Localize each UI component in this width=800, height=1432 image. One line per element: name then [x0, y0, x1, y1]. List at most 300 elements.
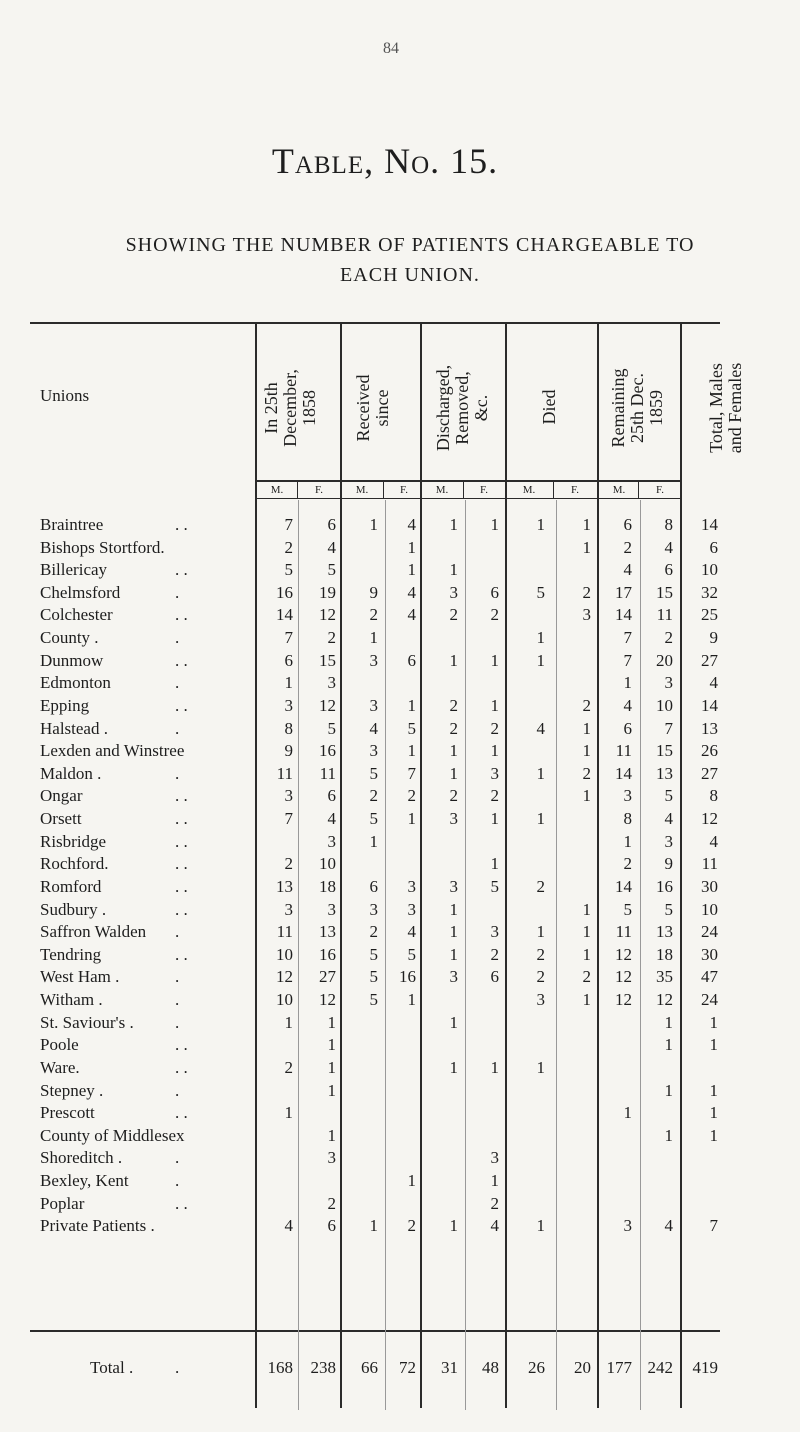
table-cell: 2	[490, 945, 499, 964]
leader-dots: .	[175, 990, 180, 1009]
table-row	[0, 605, 800, 627]
table-row	[0, 628, 800, 650]
table-row	[0, 1035, 800, 1057]
table-cell: 2	[369, 605, 378, 624]
table-cell: 5	[369, 764, 378, 783]
table-cell: 8	[709, 786, 718, 805]
table-cell: 1	[582, 515, 591, 534]
table-cell: 12	[319, 605, 336, 624]
table-cell: 1	[449, 560, 458, 579]
table-cell: 1	[369, 628, 378, 647]
table-cell: 1	[327, 1035, 336, 1054]
table-title: Table, No. 15.	[271, 141, 499, 181]
table-cell: 18	[656, 945, 673, 964]
table-cell: 5	[664, 900, 673, 919]
subheader-m: M.	[270, 484, 284, 496]
union-name: Dunmow	[40, 651, 104, 670]
table-cell: 3	[490, 922, 499, 941]
table-cell: 1	[490, 741, 499, 760]
leader-dots: .	[175, 673, 180, 692]
table-cell: 11	[319, 764, 336, 783]
table-cell: 1	[449, 1216, 458, 1235]
table-cell: 15	[656, 741, 673, 760]
table-cell: 2	[327, 1194, 336, 1213]
union-name: Ware.	[40, 1058, 80, 1077]
table-cell: 14	[701, 696, 718, 715]
table-cell: 8	[664, 515, 673, 534]
subtitle-line-1: SHOWING THE NUMBER OF PATIENTS CHARGEABLE TO	[125, 234, 695, 256]
table-cell: 7	[284, 809, 293, 828]
table-cell: 1	[536, 809, 545, 828]
leader-dots: . .	[175, 1058, 188, 1077]
table-cell: 2	[490, 605, 499, 624]
table-cell: 10	[701, 900, 718, 919]
union-name: Bexley, Kent	[40, 1171, 129, 1190]
table-cell: 2	[449, 605, 458, 624]
table-cell: 2	[284, 854, 293, 873]
table-cell: 27	[701, 651, 718, 670]
table-row	[0, 786, 800, 808]
header-in-25th-december: In 25th December, 1858	[261, 369, 319, 447]
table-cell: 9	[709, 628, 718, 647]
table-cell: 17	[615, 583, 632, 602]
table-cell: 2	[284, 1058, 293, 1077]
table-cell: 1	[623, 673, 632, 692]
table-cell: 1	[582, 741, 591, 760]
table-cell: 16	[399, 967, 416, 986]
subheader-m: M.	[355, 484, 369, 496]
leader-dots: . .	[175, 877, 188, 896]
table-cell: 4	[623, 560, 632, 579]
header-unions: Unions	[40, 386, 90, 405]
table-cell: 1	[284, 1013, 293, 1032]
leader-dots: .	[175, 583, 180, 602]
table-cell: 10	[701, 560, 718, 579]
subtitle-line-2: EACH UNION.	[340, 264, 480, 286]
table-cell: 11	[276, 764, 293, 783]
table-cell: 27	[701, 764, 718, 783]
table-cell: 24	[701, 990, 718, 1009]
table-cell: 8	[623, 809, 632, 828]
table-cell: 168	[267, 1358, 293, 1377]
leader-dots: . .	[175, 651, 188, 670]
table-cell: 3	[449, 877, 458, 896]
table-cell: 14	[701, 515, 718, 534]
table-row	[0, 515, 800, 537]
table-cell: 11	[615, 741, 632, 760]
table-cell: 66	[361, 1358, 378, 1377]
table-cell: 30	[701, 945, 718, 964]
table-cell: 26	[701, 741, 718, 760]
union-name: Ongar	[40, 786, 83, 805]
table-cell: 5	[407, 945, 416, 964]
subheader-f: F.	[400, 484, 408, 496]
leader-dots: . .	[175, 1035, 188, 1054]
table-cell: 1	[449, 1013, 458, 1032]
table-cell: 2	[664, 628, 673, 647]
table-cell: 14	[615, 877, 632, 896]
table-row	[0, 719, 800, 741]
total-row	[0, 1358, 800, 1380]
table-cell: 20	[574, 1358, 591, 1377]
table-cell: 5	[369, 967, 378, 986]
leader-dots: .	[175, 1013, 180, 1032]
table-cell: 12	[319, 990, 336, 1009]
union-name: County .	[40, 628, 99, 647]
table-cell: 1	[449, 1058, 458, 1077]
header-died: Died	[539, 389, 559, 425]
table-cell: 5	[490, 877, 499, 896]
union-name: Poplar	[40, 1194, 85, 1213]
table-row	[0, 538, 800, 560]
table-cell: 10	[276, 945, 293, 964]
table-cell: 2	[623, 854, 632, 873]
union-name: West Ham .	[40, 967, 120, 986]
table-cell: 1	[582, 990, 591, 1009]
table-cell: 5	[407, 719, 416, 738]
table-cell: 10	[319, 854, 336, 873]
table-cell: 1	[709, 1126, 718, 1145]
table-cell: 4	[664, 1216, 673, 1235]
table-cell: 2	[582, 696, 591, 715]
leader-dots: .	[175, 1358, 180, 1377]
table-row	[0, 922, 800, 944]
table-cell: 10	[656, 696, 673, 715]
table-row	[0, 651, 800, 673]
table-cell: 1	[664, 1126, 673, 1145]
table-cell: 48	[482, 1358, 499, 1377]
leader-dots: .	[175, 967, 180, 986]
table-cell: 1	[449, 900, 458, 919]
table-cell: 1	[709, 1013, 718, 1032]
table-cell: 1	[582, 945, 591, 964]
table-cell: 7	[623, 628, 632, 647]
table-cell: 3	[449, 809, 458, 828]
table-cell: 16	[656, 877, 673, 896]
table-cell: 3	[582, 605, 591, 624]
union-name: Edmonton	[40, 673, 111, 692]
table-row	[0, 1126, 800, 1148]
leader-dots: .	[175, 922, 180, 941]
table-cell: 1	[536, 1058, 545, 1077]
table-cell: 12	[615, 967, 632, 986]
table-cell: 30	[701, 877, 718, 896]
table-cell: 4	[664, 809, 673, 828]
table-cell: 6	[327, 515, 336, 534]
table-cell: 2	[536, 967, 545, 986]
union-name: Shoreditch .	[40, 1148, 123, 1167]
table-cell: 5	[369, 809, 378, 828]
table-cell: 5	[664, 786, 673, 805]
table-cell: 6	[664, 560, 673, 579]
table-cell: 1	[582, 719, 591, 738]
table-cell: 3	[623, 1216, 632, 1235]
table-cell: 4	[536, 719, 545, 738]
table-row	[0, 945, 800, 967]
table-cell: 419	[692, 1358, 718, 1377]
table-cell: 1	[369, 1216, 378, 1235]
table-cell: 3	[664, 673, 673, 692]
table-cell: 4	[407, 583, 416, 602]
table-row	[0, 1148, 800, 1170]
table-cell: 3	[407, 900, 416, 919]
table-cell: 3	[284, 696, 293, 715]
table-cell: 32	[701, 583, 718, 602]
table-cell: 1	[582, 786, 591, 805]
table-cell: 5	[369, 990, 378, 1009]
subheader-f: F.	[480, 484, 488, 496]
leader-dots: . .	[175, 945, 188, 964]
table-cell: 1	[369, 515, 378, 534]
table-cell: 2	[582, 583, 591, 602]
table-cell: 4	[327, 809, 336, 828]
leader-dots: .	[175, 628, 180, 647]
table-cell: 2	[407, 1216, 416, 1235]
table-cell: 4	[490, 1216, 499, 1235]
table-cell: 24	[701, 922, 718, 941]
table-cell: 15	[656, 583, 673, 602]
table-cell: 7	[407, 764, 416, 783]
table-cell: 2	[449, 696, 458, 715]
table-cell: 1	[449, 945, 458, 964]
table-cell: 1	[449, 651, 458, 670]
table-cell: 1	[407, 809, 416, 828]
union-name: Tendring	[40, 945, 102, 964]
table-cell: 11	[615, 922, 632, 941]
table-cell: 12	[276, 967, 293, 986]
table-cell: 3	[664, 832, 673, 851]
header-remaining: Remaining 25th Dec. 1859	[608, 368, 666, 448]
table-cell: 242	[647, 1358, 673, 1377]
table-cell: 6	[284, 651, 293, 670]
table-cell: 1	[490, 515, 499, 534]
union-name: St. Saviour's .	[40, 1013, 134, 1032]
table-cell: 14	[276, 605, 293, 624]
table-cell: 1	[536, 764, 545, 783]
leader-dots: .	[175, 1081, 180, 1100]
table-cell: 1	[490, 1058, 499, 1077]
table-cell: 20	[656, 651, 673, 670]
table-cell: 1	[490, 651, 499, 670]
table-cell: 3	[284, 786, 293, 805]
table-cell: 3	[327, 673, 336, 692]
table-row	[0, 560, 800, 582]
leader-dots: .	[175, 719, 180, 738]
table-row	[0, 900, 800, 922]
table-cell: 5	[284, 560, 293, 579]
subheader-f: F.	[656, 484, 664, 496]
table-row	[0, 1013, 800, 1035]
table-cell: 2	[536, 945, 545, 964]
union-name: Romford	[40, 877, 102, 896]
table-cell: 16	[319, 945, 336, 964]
table-cell: 6	[327, 786, 336, 805]
table-cell: 1	[536, 515, 545, 534]
table-cell: 3	[327, 900, 336, 919]
table-cell: 1	[369, 832, 378, 851]
table-cell: 2	[623, 538, 632, 557]
union-name: Stepney .	[40, 1081, 104, 1100]
table-cell: 13	[319, 922, 336, 941]
leader-dots: . .	[175, 605, 188, 624]
leader-dots: . .	[175, 786, 188, 805]
table-cell: 11	[656, 605, 673, 624]
table-cell: 2	[490, 786, 499, 805]
header-total: Total, Males and Females	[706, 362, 745, 454]
table-cell: 2	[369, 922, 378, 941]
table-cell: 1	[449, 741, 458, 760]
table-cell: 11	[701, 854, 718, 873]
table-cell: 3	[327, 832, 336, 851]
table-cell: 1	[664, 1035, 673, 1054]
table-cell: 9	[664, 854, 673, 873]
table-cell: 177	[606, 1358, 632, 1377]
table-cell: 7	[284, 628, 293, 647]
table-cell: 6	[369, 877, 378, 896]
header-received: Received since	[353, 374, 392, 442]
table-cell: 1	[327, 1126, 336, 1145]
table-cell: 1	[490, 809, 499, 828]
table-cell: 13	[656, 922, 673, 941]
table-cell: 47	[701, 967, 718, 986]
table-cell: 1	[709, 1035, 718, 1054]
union-name: County of Middlesex	[40, 1126, 185, 1145]
table-row	[0, 854, 800, 876]
union-name: Poole	[40, 1035, 79, 1054]
table-cell: 1	[536, 1216, 545, 1235]
table-row	[0, 877, 800, 899]
table-cell: 7	[664, 719, 673, 738]
table-cell: 12	[656, 990, 673, 1009]
table-cell: 2	[369, 786, 378, 805]
table-cell: 4	[284, 1216, 293, 1235]
table-cell: 3	[284, 900, 293, 919]
table-cell: 1	[449, 764, 458, 783]
table-cell: 25	[701, 605, 718, 624]
table-cell: 14	[615, 764, 632, 783]
table-cell: 1	[582, 900, 591, 919]
leader-dots: . .	[175, 1194, 188, 1213]
table-cell: 3	[369, 696, 378, 715]
table-cell: 12	[319, 696, 336, 715]
leader-dots: . .	[175, 854, 188, 873]
table-cell: 1	[327, 1013, 336, 1032]
leader-dots: . .	[175, 900, 188, 919]
table-cell: 3	[536, 990, 545, 1009]
table-cell: 1	[490, 1171, 499, 1190]
leader-dots: . .	[175, 696, 188, 715]
table-cell: 4	[407, 605, 416, 624]
table-cell: 8	[284, 719, 293, 738]
leader-dots: .	[175, 1148, 180, 1167]
table-cell: 3	[369, 900, 378, 919]
table-row	[0, 1171, 800, 1193]
table-cell: 2	[327, 628, 336, 647]
table-cell: 2	[490, 719, 499, 738]
table-cell: 10	[276, 990, 293, 1009]
subheader-m: M.	[522, 484, 536, 496]
table-cell: 1	[407, 990, 416, 1009]
table-cell: 15	[319, 651, 336, 670]
table-cell: 1	[407, 560, 416, 579]
leader-dots: . .	[175, 560, 188, 579]
table-cell: 1	[327, 1081, 336, 1100]
leader-dots: . .	[175, 809, 188, 828]
table-cell: 14	[615, 605, 632, 624]
table-cell: 3	[369, 651, 378, 670]
table-cell: 6	[490, 967, 499, 986]
table-cell: 1	[623, 832, 632, 851]
table-cell: 2	[284, 538, 293, 557]
union-name: Rochford.	[40, 854, 109, 873]
table-cell: 2	[536, 877, 545, 896]
table-cell: 4	[709, 832, 718, 851]
table-row	[0, 1103, 800, 1125]
table-cell: 1	[284, 673, 293, 692]
table-cell: 2	[449, 719, 458, 738]
table-cell: 5	[369, 945, 378, 964]
union-name: Bishops Stortford.	[40, 538, 165, 557]
table-cell: 4	[327, 538, 336, 557]
union-name: Total .	[90, 1358, 134, 1377]
union-name: Billericay	[40, 560, 108, 579]
leader-dots: . .	[175, 515, 188, 534]
table-cell: 13	[701, 719, 718, 738]
subheader-f: F.	[571, 484, 579, 496]
table-cell: 27	[319, 967, 336, 986]
table-cell: 1	[284, 1103, 293, 1122]
table-cell: 3	[449, 967, 458, 986]
union-name: Lexden and Winstree	[40, 741, 185, 760]
table-cell: 1	[407, 696, 416, 715]
table-cell: 16	[319, 741, 336, 760]
union-name: Chelmsford	[40, 583, 121, 602]
table-cell: 72	[399, 1358, 416, 1377]
subheader-f: F.	[315, 484, 323, 496]
table-cell: 1	[623, 1103, 632, 1122]
table-cell: 5	[327, 560, 336, 579]
table-cell: 3	[490, 764, 499, 783]
table-cell: 5	[536, 583, 545, 602]
table-row	[0, 741, 800, 763]
union-name: Braintree	[40, 515, 104, 534]
table-row	[0, 1194, 800, 1216]
union-name: Halstead .	[40, 719, 108, 738]
table-cell: 3	[407, 877, 416, 896]
table-cell: 2	[490, 1194, 499, 1213]
table-cell: 26	[528, 1358, 545, 1377]
table-cell: 1	[449, 515, 458, 534]
table-row	[0, 967, 800, 989]
table-cell: 12	[615, 990, 632, 1009]
table-cell: 7	[623, 651, 632, 670]
table-cell: 1	[664, 1013, 673, 1032]
table-cell: 2	[582, 764, 591, 783]
table-cell: 13	[276, 877, 293, 896]
table-cell: 1	[449, 922, 458, 941]
subheader-m: M.	[612, 484, 626, 496]
table-cell: 6	[623, 719, 632, 738]
table-cell: 12	[701, 809, 718, 828]
table-row	[0, 809, 800, 831]
table-cell: 1	[582, 538, 591, 557]
table-cell: 12	[615, 945, 632, 964]
table-cell: 3	[449, 583, 458, 602]
table-cell: 1	[709, 1081, 718, 1100]
table-cell: 4	[407, 922, 416, 941]
table-cell: 238	[310, 1358, 336, 1377]
table-cell: 9	[284, 741, 293, 760]
